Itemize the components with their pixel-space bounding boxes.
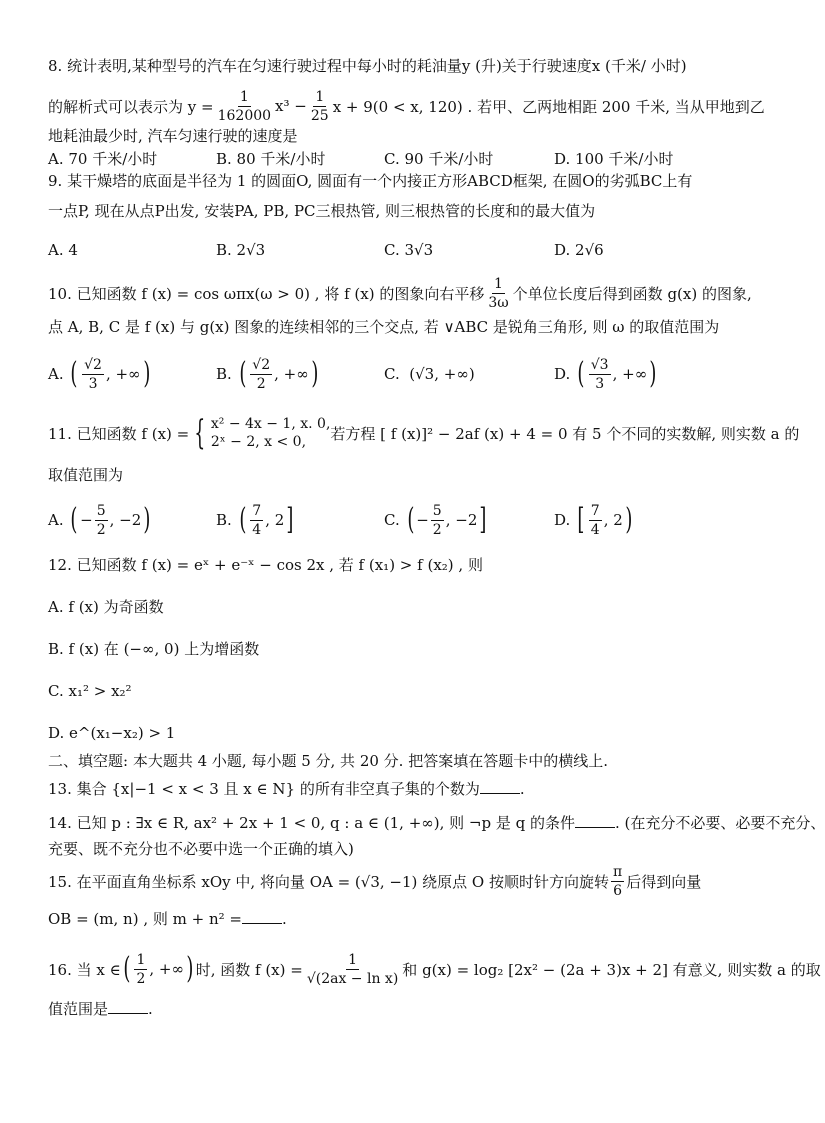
q11-option-c xyxy=(384,502,554,539)
q8-frac2-den: 25 xyxy=(310,107,329,124)
q10-frac-den: 3ω xyxy=(488,294,509,311)
q16-text-c: 和 g(x) = log₂ [2x² − (2a + 3)x + 2] 有意义, 则实数 a 的取 xyxy=(402,960,821,979)
q10-option-a: A. ( $\frac{√2}{3}$ , +∞ ) xyxy=(48,356,150,392)
q11-option-c-pre: − xyxy=(416,511,429,529)
q11-option-d-label: D. xyxy=(554,511,571,529)
q11-option-b-tail: , 2 xyxy=(265,511,285,529)
q10-option-a-den: 3 xyxy=(88,375,98,392)
q11-case2: 2ˣ − 2, x < 0, xyxy=(210,434,307,450)
q14-line1 xyxy=(48,813,825,833)
q8-line2-a: 的解析式可以表示为 y = xyxy=(48,97,214,116)
q16-text-b: 时, 函数 f (x) = xyxy=(195,960,303,979)
q15-text-b: 后得到向量 xyxy=(626,872,702,891)
q8-frac1-num: 1 xyxy=(239,88,249,105)
q10-line1 xyxy=(48,273,780,313)
q8-frac1-den: 162000 xyxy=(217,107,272,124)
q11-option-c-frac xyxy=(431,502,444,539)
q16-interval-frac xyxy=(134,951,147,988)
q15-line2-text: OB = (m, n) , 则 m + n² = xyxy=(48,910,242,928)
q11-option-c-den: 2 xyxy=(432,521,442,538)
q11-option-d-tail: , 2 xyxy=(603,511,623,529)
q11-case1: x² − 4x − 1, x. 0, xyxy=(210,416,331,432)
q13 xyxy=(48,779,780,799)
q16-int-num: 1 xyxy=(136,951,146,968)
q15-line2 xyxy=(48,909,780,929)
q10-option-a-label: A. xyxy=(48,365,64,383)
q15-frac-num: π xyxy=(613,863,623,880)
section2-heading: 二、填空题: 本大题共 4 小题, 每小题 5 分, 共 20 分. 把答案填在答题卡中的横线上. xyxy=(48,752,608,770)
q10-option-b: B. ( $\frac{√2}{2}$ , +∞ ) xyxy=(216,356,319,392)
q10-line1-a: 10. 已知函数 f (x) = cos ωπx(ω > 0) , 将 f (x) 的图象向右平移 xyxy=(48,284,485,303)
q10-option-c-text: (√3, +∞) xyxy=(409,365,475,383)
q12-option-b: B. f (x) 在 (−∞, 0) 上为增函数 xyxy=(48,640,260,658)
q11-option-d-num: 7 xyxy=(590,502,600,519)
q11-option-d-lp: [ xyxy=(577,502,585,537)
q11-option-a-pre: − xyxy=(80,511,93,529)
q8-option-d: D. 100 千米/小时 xyxy=(554,150,674,168)
q16-int-tail: , +∞ xyxy=(149,960,184,978)
q9-line1: 9. 某干燥塔的底面是半径为 1 的圆面O, 圆面有一个内接正方形ABCD框架, 在圆O的劣弧BC上有 xyxy=(48,172,693,190)
q9-options xyxy=(48,241,780,259)
q15-line2-end: . xyxy=(281,910,287,928)
q11-option-c-tail: , −2 xyxy=(445,511,478,529)
q16-line1: 16. 当 x ∈ ( $\frac{1}{2}$ , +∞ ) 时, 函数 f (x) = $\frac{1}{\text{√(2ax − ln x)}}$ 和 g(x) = log₂ [2x² − (2a + 3)x + 2] 有意义, 则实数 a 的取 xyxy=(48,951,821,987)
q16-answer-blank[interactable] xyxy=(108,999,148,1014)
q9-option-b: B. 2√3 xyxy=(216,241,266,259)
q10-option-a-frac xyxy=(82,356,104,393)
q11-option-c-rp: ] xyxy=(479,502,487,537)
q11-option-c-label: C. xyxy=(384,511,400,529)
q13-answer-blank[interactable] xyxy=(480,779,520,794)
q10-option-c xyxy=(384,365,554,383)
q11-option-a-label: A. xyxy=(48,511,64,529)
q10-option-b-num: √2 xyxy=(252,356,271,373)
q11-option-a-num: 5 xyxy=(96,502,106,519)
q8-option-b: B. 80 千米/小时 xyxy=(216,150,326,168)
q9-option-d: D. 2√6 xyxy=(554,241,604,259)
q11-option-b-rp: ] xyxy=(286,502,294,537)
q11-option-a xyxy=(48,502,216,539)
q10-option-a-tail: , +∞ xyxy=(105,365,141,383)
q8-fraction-2 xyxy=(309,88,331,125)
q11-options xyxy=(48,497,780,543)
q9-option-c: C. 3√3 xyxy=(384,241,434,259)
q8-option-c: C. 90 千米/小时 xyxy=(384,150,494,168)
q10-option-b-frac xyxy=(250,356,272,393)
q11-option-d-den: 4 xyxy=(590,521,600,538)
q10-option-d-tail: , +∞ xyxy=(612,365,648,383)
q11-option-a-den: 2 xyxy=(96,521,106,538)
q11-option-b-frac xyxy=(250,502,263,539)
q8-option-a: A. 70 千米/小时 xyxy=(48,150,158,168)
q11-option-a-tail: , −2 xyxy=(109,511,142,529)
q11-option-d xyxy=(554,502,722,539)
q10-option-c-label: C. xyxy=(384,365,400,383)
q15-text-a: 15. 在平面直角坐标系 xOy 中, 将向量 OA = (√3, −1) 绕原点 O 按顺时针方向旋转 xyxy=(48,872,609,891)
q10-option-d-label: D. xyxy=(554,365,571,383)
q11-option-c-lp: ( xyxy=(406,502,414,537)
q14-line2: 充要、既不充分也不必要中选一个正确的填入) xyxy=(48,840,354,858)
q11-option-a-lp: ( xyxy=(70,502,78,537)
q14-answer-blank[interactable] xyxy=(575,813,615,828)
q11-option-b-num: 7 xyxy=(252,502,262,519)
q16-line2 xyxy=(48,999,780,1019)
q16-f-den: √(2ax − ln x) xyxy=(306,970,399,987)
q10-option-d: D. ( $\frac{√3}{3}$ , +∞ ) xyxy=(554,356,657,392)
q11-cases xyxy=(211,415,331,451)
q9-option-a: A. 4 xyxy=(48,241,78,259)
q10-frac-num: 1 xyxy=(494,275,503,292)
q12-option-a: A. f (x) 为奇函数 xyxy=(48,598,164,616)
q15-fraction xyxy=(611,863,624,900)
q10-option-d-num: √3 xyxy=(590,356,609,373)
q11-option-a-frac xyxy=(95,502,108,539)
q16-line2-text: 值范围是 xyxy=(48,1000,109,1018)
q11-prefix: 11. 已知函数 f (x) = xyxy=(48,424,190,443)
q11-option-c-num: 5 xyxy=(432,502,442,519)
q16-int-den: 2 xyxy=(136,970,146,987)
q10-fraction xyxy=(486,275,510,312)
q11-option-d-rp: ) xyxy=(625,502,633,537)
q11-option-b-den: 4 xyxy=(252,521,262,538)
q11-option-d-frac xyxy=(589,502,602,539)
q14-text: 14. 已知 p : ∃x ∈ R, ax² + 2x + 1 < 0, q : a ∈ (1, +∞), 则 ¬p 是 q 的条件 xyxy=(48,814,576,832)
q8-options xyxy=(48,148,780,169)
q11-line2: 取值范围为 xyxy=(48,466,124,484)
q15-frac-den: 6 xyxy=(613,882,623,899)
q9-line2: 一点P, 现在从点P出发, 安装PA, PB, PC三根热管, 则三根热管的长度和的最大值为 xyxy=(48,202,596,220)
q11-option-a-rp: ) xyxy=(143,502,151,537)
q16-text-a: 16. 当 x ∈ xyxy=(48,960,121,979)
q10-option-b-label: B. xyxy=(216,365,232,383)
q11-option-b-lp: ( xyxy=(238,502,246,537)
q10-line2: 点 A, B, C 是 f (x) 与 g(x) 图象的连续相邻的三个交点, 若 ∨ABC 是锐角三角形, 则 ω 的取值范围为 xyxy=(48,318,720,336)
q15-answer-blank[interactable] xyxy=(242,909,282,924)
q10-option-d-den: 3 xyxy=(595,375,605,392)
q10-option-b-tail: , +∞ xyxy=(274,365,309,383)
q8-line1: 8. 统计表明,某种型号的汽车在匀速行驶过程中每小时的耗油量y (升)关于行驶速度x (千米/ 小时) xyxy=(48,57,687,75)
q8-line2 xyxy=(48,86,780,126)
q15-line1 xyxy=(48,861,780,901)
q8-mid: x³ − xyxy=(275,97,307,115)
q11-suffix: 若方程 [ f (x)]² − 2af (x) + 4 = 0 有 5 个不同的实数解, 则实数 a 的 xyxy=(330,424,800,443)
q11-option-b xyxy=(216,502,384,539)
q8-line3: 地耗油最少时, 汽车匀速行驶的速度是 xyxy=(48,127,298,145)
q13-end: . xyxy=(519,780,525,798)
q14-text-b: . (在充分不必要、必要不充分、 xyxy=(615,814,825,832)
q12-option-c: C. x₁² > x₂² xyxy=(48,682,132,700)
q10-option-b-den: 2 xyxy=(256,375,266,392)
q8-fraction-1 xyxy=(216,88,273,125)
q10-line1-b: 个单位长度后得到函数 g(x) 的图象, xyxy=(512,284,752,303)
q11-line1: 11. 已知函数 f (x) = { x² − 4x − 1, x. 0, 2ˣ − 2, x < 0, 若方程 [ f (x)]² − 2af (x) + 4 = 0 有 5 个不同的实数解, 则实数 a 的 xyxy=(48,413,800,453)
q10-options xyxy=(48,351,780,397)
q12-stem: 12. 已知函数 f (x) = eˣ + e⁻ˣ − cos 2x , 若 f (x₁) > f (x₂) , 则 xyxy=(48,556,483,574)
q13-text: 13. 集合 {x|−1 < x < 3 且 x ∈ N} 的所有非空真子集的个数为 xyxy=(48,780,480,798)
q8-line2-b: x + 9(0 < x, 120) . 若甲、乙两地相距 200 千米, 当从甲地到乙 xyxy=(332,97,765,116)
q12-option-d: D. e^(x₁−x₂) > 1 xyxy=(48,724,176,742)
q16-f-num: 1 xyxy=(348,951,358,968)
q16-line2-end: . xyxy=(148,1000,153,1018)
q10-option-a-num: √2 xyxy=(84,356,102,373)
q8-frac2-num: 1 xyxy=(315,88,325,105)
q10-option-d-frac xyxy=(589,356,611,393)
q11-option-b-label: B. xyxy=(216,511,232,529)
q16-f-frac xyxy=(305,951,400,988)
exam-page xyxy=(48,52,825,1019)
